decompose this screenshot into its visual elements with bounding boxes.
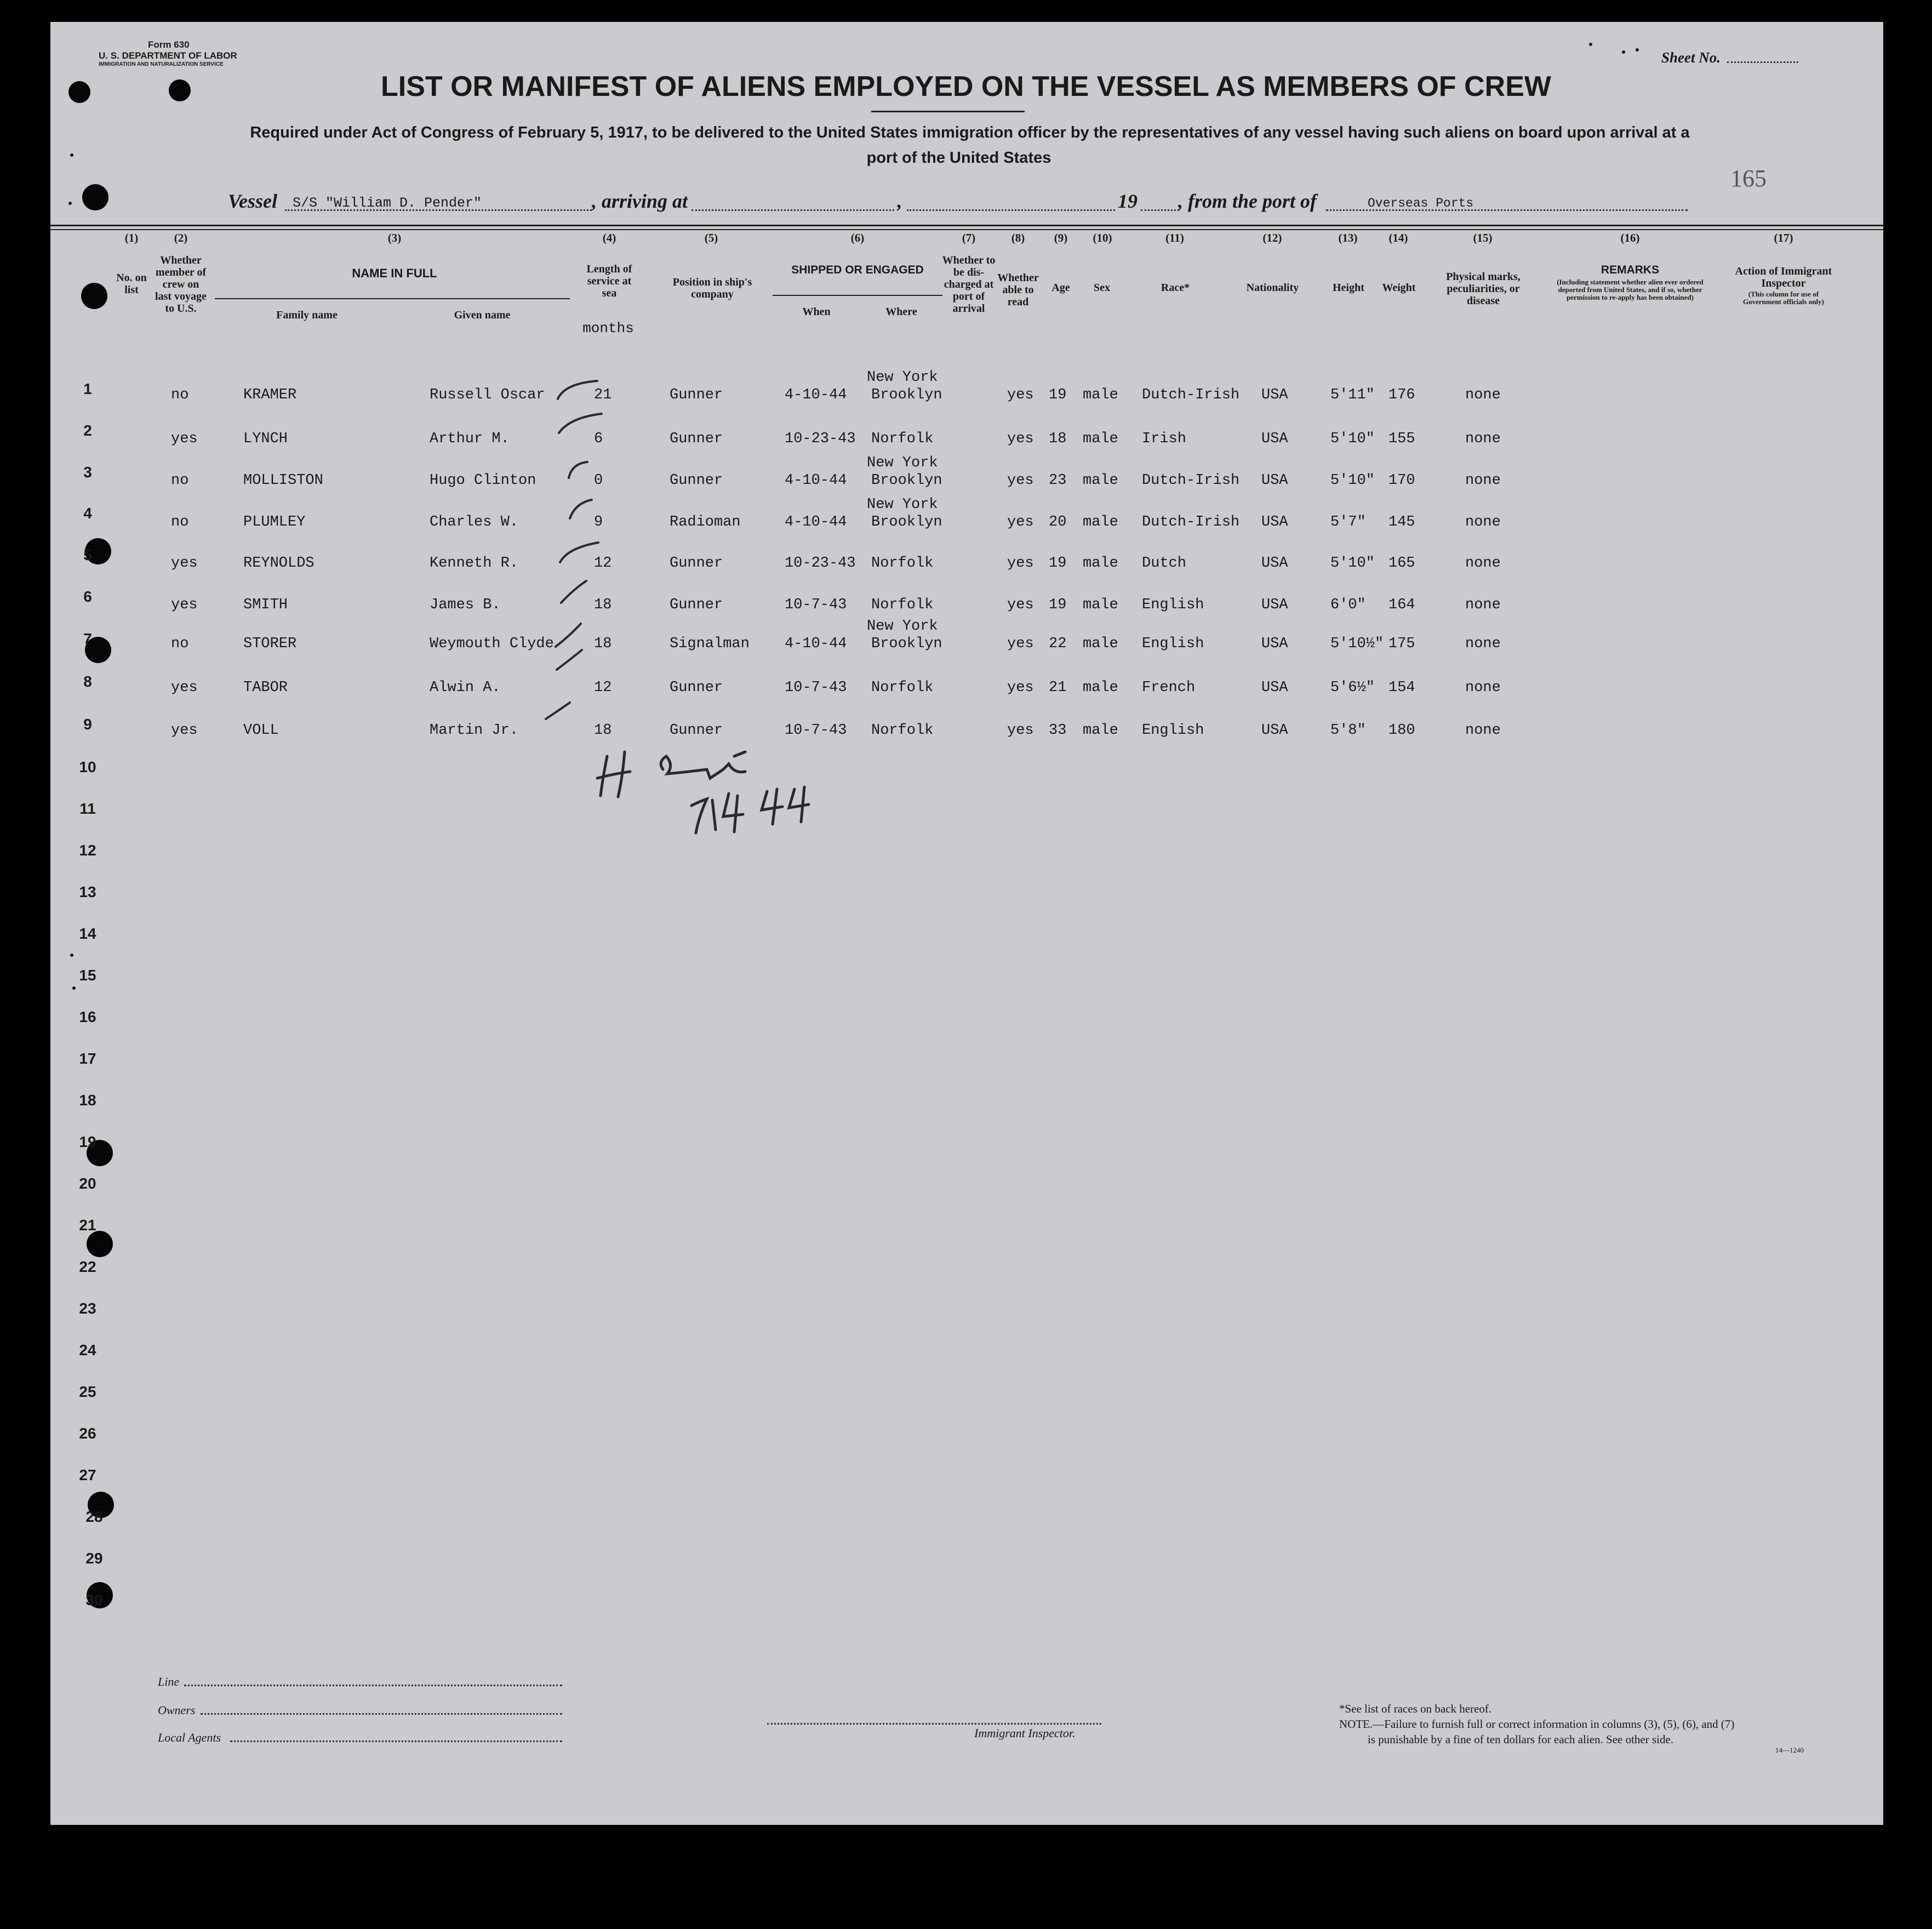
header-position: Position in ship's company <box>672 276 752 300</box>
from-port-value: Overseas Ports <box>1368 196 1474 210</box>
service-months-cell: 12 <box>594 680 612 696</box>
sex-cell: male <box>1083 431 1118 447</box>
physical-marks-cell: none <box>1465 636 1501 652</box>
weight-cell: 170 <box>1388 472 1415 489</box>
shipped-where-cell: Norfolk <box>871 555 934 572</box>
weight-cell: 164 <box>1388 597 1415 613</box>
sheet-number-label: Sheet No. <box>1661 49 1720 66</box>
row-number: 19 <box>79 1133 96 1150</box>
last-voyage-cell: yes <box>171 431 198 447</box>
weight-cell: 155 <box>1388 431 1415 447</box>
header-remarks: REMARKS <box>1601 264 1660 276</box>
nationality-cell: USA <box>1261 555 1288 572</box>
check-mark <box>569 462 587 478</box>
shipped-when-cell: 4-10-44 <box>785 636 847 652</box>
row-number: 24 <box>79 1342 96 1359</box>
shipped-where-city-cell: New York <box>867 618 938 635</box>
shipped-where-cell: Norfolk <box>871 722 934 739</box>
col-no-6: (6) <box>850 231 865 244</box>
header-inspector-action: Action of Immigrant Inspector <box>1735 265 1832 289</box>
col-no-2: (2) <box>174 231 188 244</box>
date-stroke <box>723 794 743 817</box>
signature-stroke <box>734 752 745 756</box>
weight-cell: 145 <box>1388 514 1415 530</box>
service-months-cell: 6 <box>594 431 603 447</box>
subtitle-line1: Required under Act of Congress of February 5, 1917, to be delivered to the United States immigration officer by the representatives of any vessel having such aliens on board upon arrival at a <box>250 124 1690 141</box>
races-note: *See list of races on back hereof. <box>1339 1702 1492 1715</box>
family-name-cell: KRAMER <box>243 387 297 403</box>
position-cell: Gunner <box>670 387 723 403</box>
able-to-read-cell: yes <box>1007 472 1034 489</box>
family-name-cell: SMITH <box>243 597 288 613</box>
sex-cell: male <box>1083 472 1118 489</box>
last-voyage-cell: no <box>171 472 189 489</box>
row-number: 4 <box>83 505 92 522</box>
sex-cell: male <box>1083 680 1118 696</box>
height-cell: 5'8" <box>1330 722 1366 739</box>
check-mark <box>559 414 602 433</box>
header-remarks-note: (Including statement whether alien ever ordered deported from United States, and if so, whether permission to re-apply has been obtained) <box>1557 278 1704 301</box>
physical-marks-cell: none <box>1465 680 1501 696</box>
shipped-where-cell: Norfolk <box>871 431 934 447</box>
race-cell: English <box>1142 597 1204 613</box>
shipped-where-cell: Brooklyn <box>871 387 942 403</box>
header-inspector-note: (This column for use of Government officials only) <box>1742 290 1825 306</box>
row-number: 9 <box>83 716 92 733</box>
nationality-cell: USA <box>1261 636 1288 652</box>
date-stroke <box>691 799 707 833</box>
date-stroke <box>789 789 809 808</box>
header-family-name: Family name <box>276 309 338 321</box>
col-no-17: (17) <box>1774 231 1793 244</box>
race-cell: Dutch-Irish <box>1142 472 1240 489</box>
header-given-name: Given name <box>454 309 511 321</box>
sex-cell: male <box>1083 514 1118 530</box>
height-cell: 5'7" <box>1330 514 1366 530</box>
position-cell: Gunner <box>670 722 723 739</box>
last-voyage-cell: no <box>171 514 189 530</box>
age-cell: 22 <box>1049 636 1067 652</box>
owners-field <box>201 1713 562 1715</box>
col-no-1: (1) <box>124 231 139 244</box>
header-physical-marks: Physical marks, peculiarities, or disease <box>1446 271 1521 307</box>
signature-text <box>597 754 599 755</box>
row-number: 25 <box>79 1383 96 1400</box>
given-name-cell: Russell Oscar <box>430 387 545 403</box>
family-name-cell: MOLLISTON <box>243 472 323 489</box>
header-shipped-engaged: SHIPPED OR ENGAGED <box>791 264 924 276</box>
family-name-cell: REYNOLDS <box>243 555 315 572</box>
position-cell: Gunner <box>670 431 723 447</box>
given-name-cell: Charles W. <box>430 514 519 530</box>
header-service-unit: months <box>582 320 634 336</box>
local-agents-field <box>230 1740 562 1742</box>
col-no-14: (14) <box>1388 231 1408 244</box>
check-mark <box>558 381 597 399</box>
header-no-on-list: No. on list <box>116 272 147 296</box>
position-cell: Radioman <box>670 514 741 530</box>
position-cell: Gunner <box>670 472 723 489</box>
row-number: 21 <box>79 1217 96 1234</box>
row-number: 17 <box>79 1050 96 1067</box>
nationality-cell: USA <box>1261 431 1288 447</box>
col-no-13: (13) <box>1338 231 1358 244</box>
shipped-where-city-cell: New York <box>867 455 938 471</box>
service-months-cell: 18 <box>594 597 612 613</box>
shipped-where-cell: Norfolk <box>871 680 934 696</box>
shipped-where-city-cell: New York <box>867 496 938 513</box>
header-when: When <box>802 306 831 318</box>
comma-mark: , <box>896 190 901 212</box>
check-mark <box>546 703 570 719</box>
weight-cell: 154 <box>1388 680 1415 696</box>
date-stroke <box>762 791 782 810</box>
sex-cell: male <box>1083 722 1118 739</box>
height-cell: 5'6½" <box>1330 680 1375 696</box>
check-mark <box>570 500 592 518</box>
age-cell: 23 <box>1049 472 1067 489</box>
weight-cell: 165 <box>1388 555 1415 572</box>
row-number: 18 <box>79 1092 96 1109</box>
header-discharged: Whether to be dis- charged at port of arrival <box>942 254 996 315</box>
row-number: 2 <box>83 422 92 439</box>
shipped-when-cell: 10-23-43 <box>785 431 856 447</box>
col-no-7: (7) <box>962 231 976 244</box>
physical-marks-cell: none <box>1465 555 1501 572</box>
penalty-note-line1: NOTE.—Failure to furnish full or correct information in columns (3), (5), (6), and (7) <box>1339 1717 1735 1731</box>
able-to-read-cell: yes <box>1007 597 1034 613</box>
header-where: Where <box>885 306 917 318</box>
col-no-11: (11) <box>1165 231 1184 244</box>
able-to-read-cell: yes <box>1007 680 1034 696</box>
shipped-where-cell: Norfolk <box>871 597 934 613</box>
row-number: 8 <box>83 673 92 690</box>
last-voyage-cell: yes <box>171 555 198 572</box>
physical-marks-cell: none <box>1465 597 1501 613</box>
arriving-label: , arriving at <box>592 190 688 212</box>
row-number: 10 <box>79 758 96 775</box>
given-name-cell: Arthur M. <box>430 431 510 447</box>
inspector-signature-line <box>767 1723 1101 1725</box>
col-no-16: (16) <box>1620 231 1640 244</box>
row-number: 14 <box>79 925 96 942</box>
row-number: 12 <box>79 842 96 859</box>
race-cell: Dutch-Irish <box>1142 514 1240 530</box>
shipped-when-cell: 4-10-44 <box>785 387 847 403</box>
sex-cell: male <box>1083 555 1118 572</box>
check-mark <box>556 624 581 647</box>
row-number: 1 <box>83 380 92 397</box>
position-cell: Gunner <box>670 597 723 613</box>
header-service-length: Length of service at sea <box>586 263 632 299</box>
row-number: 13 <box>79 883 96 900</box>
position-cell: Gunner <box>670 555 723 572</box>
header-last-voyage: Whether member of crew on last voyage to U.S. <box>155 254 207 315</box>
line-field <box>184 1685 562 1686</box>
form-number: Form 630 <box>148 39 190 50</box>
col-no-8: (8) <box>1011 231 1025 244</box>
family-name-cell: VOLL <box>243 722 279 739</box>
given-name-cell: Alwin A. <box>430 680 501 696</box>
age-cell: 21 <box>1049 680 1067 696</box>
race-cell: Dutch-Irish <box>1142 387 1240 403</box>
able-to-read-cell: yes <box>1007 555 1034 572</box>
race-cell: English <box>1142 722 1204 739</box>
date-stroke <box>801 787 804 822</box>
row-number: 29 <box>85 1550 103 1567</box>
vessel-name: S/S "William D. Pender" <box>293 195 482 211</box>
form-code: 14—1240 <box>1775 1746 1804 1754</box>
row-number: 7 <box>83 630 92 647</box>
row-number: 3 <box>83 464 92 481</box>
service-months-cell: 12 <box>594 555 612 572</box>
race-cell: Irish <box>1142 431 1187 447</box>
row-number: 28 <box>85 1508 103 1525</box>
race-cell: French <box>1142 680 1196 696</box>
service-name: IMMIGRATION AND NATURALIZATION SERVICE <box>99 61 224 67</box>
shipped-when-cell: 10-7-43 <box>785 680 847 696</box>
height-cell: 5'10" <box>1330 472 1375 489</box>
position-cell: Signalman <box>670 636 750 652</box>
family-name-cell: LYNCH <box>243 431 288 447</box>
physical-marks-cell: none <box>1465 387 1501 403</box>
sex-cell: male <box>1083 387 1118 403</box>
service-months-cell: 9 <box>594 514 603 530</box>
given-name-cell: Hugo Clinton <box>430 472 536 489</box>
nationality-cell: USA <box>1261 722 1288 739</box>
vessel-label: Vessel <box>228 190 277 212</box>
service-months-cell: 21 <box>594 387 612 403</box>
local-agents-label: Local Agents <box>158 1731 221 1744</box>
nationality-cell: USA <box>1261 680 1288 696</box>
weight-cell: 176 <box>1388 387 1415 403</box>
row-number: 15 <box>79 967 96 984</box>
age-cell: 18 <box>1049 431 1067 447</box>
check-mark <box>560 543 598 562</box>
weight-cell: 175 <box>1388 636 1415 652</box>
header-name-in-full: NAME IN FULL <box>352 266 437 280</box>
check-mark <box>557 650 582 670</box>
col-no-3: (3) <box>387 231 402 244</box>
nationality-cell: USA <box>1261 472 1288 489</box>
row-number: 5 <box>83 546 92 563</box>
race-cell: English <box>1142 636 1204 652</box>
owners-label: Owners <box>158 1703 196 1717</box>
given-name-cell: Martin Jr. <box>430 722 519 739</box>
date-stroke <box>712 800 716 830</box>
age-cell: 20 <box>1049 514 1067 530</box>
col-no-9: (9) <box>1054 231 1068 244</box>
able-to-read-cell: yes <box>1007 431 1034 447</box>
nationality-cell: USA <box>1261 514 1288 530</box>
row-number: 6 <box>83 588 92 605</box>
subtitle-line2: port of the United States <box>866 149 1051 167</box>
line-label: Line <box>158 1675 180 1688</box>
family-name-cell: PLUMLEY <box>243 514 306 530</box>
physical-marks-cell: none <box>1465 431 1501 447</box>
nationality-cell: USA <box>1261 387 1288 403</box>
able-to-read-cell: yes <box>1007 387 1034 403</box>
physical-marks-cell: none <box>1465 472 1501 489</box>
header-able-to-read: Whether able to read <box>997 272 1039 308</box>
row-number: 26 <box>79 1425 96 1442</box>
service-months-cell: 18 <box>594 636 612 652</box>
shipped-where-cell: Brooklyn <box>871 636 942 652</box>
age-cell: 33 <box>1049 722 1067 739</box>
department-name: U. S. DEPARTMENT OF LABOR <box>99 50 237 61</box>
col-no-12: (12) <box>1262 231 1282 244</box>
shipped-where-city-cell: New York <box>867 369 938 386</box>
page-title: LIST OR MANIFEST OF ALIENS EMPLOYED ON THE VESSEL AS MEMBERS OF CREW <box>381 71 1551 102</box>
physical-marks-cell: none <box>1465 514 1501 530</box>
last-voyage-cell: yes <box>171 722 198 739</box>
sex-cell: male <box>1083 597 1118 613</box>
row-number: 16 <box>79 1008 96 1025</box>
shipped-where-cell: Brooklyn <box>871 514 942 530</box>
check-mark <box>561 581 586 603</box>
nationality-cell: USA <box>1261 597 1288 613</box>
age-cell: 19 <box>1049 387 1067 403</box>
row-number: 23 <box>79 1300 96 1317</box>
row-number: 11 <box>79 800 96 817</box>
able-to-read-cell: yes <box>1007 722 1034 739</box>
shipped-when-cell: 4-10-44 <box>785 514 847 530</box>
header-age: Age <box>1051 282 1070 294</box>
age-cell: 19 <box>1049 555 1067 572</box>
header-sex: Sex <box>1094 282 1110 294</box>
given-name-cell: James B. <box>430 597 501 613</box>
from-port-label: , from the port of <box>1178 190 1317 212</box>
able-to-read-cell: yes <box>1007 514 1034 530</box>
stamp-number: 165 <box>1730 165 1767 192</box>
col-no-10: (10) <box>1093 231 1112 244</box>
last-voyage-cell: yes <box>171 597 198 613</box>
signature-stroke <box>597 772 630 778</box>
shipped-when-cell: 10-7-43 <box>785 597 847 613</box>
header-weight: Weight <box>1382 282 1416 294</box>
weight-cell: 180 <box>1388 722 1415 739</box>
last-voyage-cell: yes <box>171 680 198 696</box>
shipped-when-cell: 10-23-43 <box>785 555 856 572</box>
row-number: 30 <box>85 1591 103 1608</box>
col-no-5: (5) <box>704 231 718 244</box>
col-no-4: (4) <box>602 231 616 244</box>
header-height: Height <box>1333 282 1364 294</box>
height-cell: 5'11" <box>1330 387 1375 403</box>
date-stroke <box>734 796 738 832</box>
able-to-read-cell: yes <box>1007 636 1034 652</box>
header-nationality: Nationality <box>1246 282 1299 294</box>
last-voyage-cell: no <box>171 387 189 403</box>
signature-stroke <box>661 756 745 778</box>
shipped-when-cell: 4-10-44 <box>785 472 847 489</box>
height-cell: 5'10" <box>1330 431 1375 447</box>
given-name-cell: Weymouth Clyde <box>430 636 554 652</box>
service-months-cell: 18 <box>594 722 612 739</box>
last-voyage-cell: no <box>171 636 189 652</box>
height-cell: 5'10" <box>1330 555 1375 572</box>
physical-marks-cell: none <box>1465 722 1501 739</box>
height-cell: 5'10½" <box>1330 636 1384 652</box>
row-number: 20 <box>79 1175 96 1192</box>
col-no-15: (15) <box>1473 231 1493 244</box>
immigrant-inspector-label: Immigrant Inspector. <box>974 1726 1076 1740</box>
position-cell: Gunner <box>670 680 723 696</box>
age-cell: 19 <box>1049 597 1067 613</box>
sex-cell: male <box>1083 636 1118 652</box>
row-number: 27 <box>79 1466 96 1483</box>
header-race: Race* <box>1161 282 1190 294</box>
service-months-cell: 0 <box>594 472 603 489</box>
shipped-when-cell: 10-7-43 <box>785 722 847 739</box>
family-name-cell: STORER <box>243 636 297 652</box>
family-name-cell: TABOR <box>243 680 288 696</box>
year-label: 19 <box>1118 190 1138 212</box>
race-cell: Dutch <box>1142 555 1187 572</box>
penalty-note-line2: is punishable by a fine of ten dollars for each alien. See other side. <box>1368 1733 1674 1746</box>
height-cell: 6'0" <box>1330 597 1366 613</box>
row-number: 22 <box>79 1258 96 1275</box>
shipped-where-cell: Brooklyn <box>871 472 942 489</box>
given-name-cell: Kenneth R. <box>430 555 519 572</box>
